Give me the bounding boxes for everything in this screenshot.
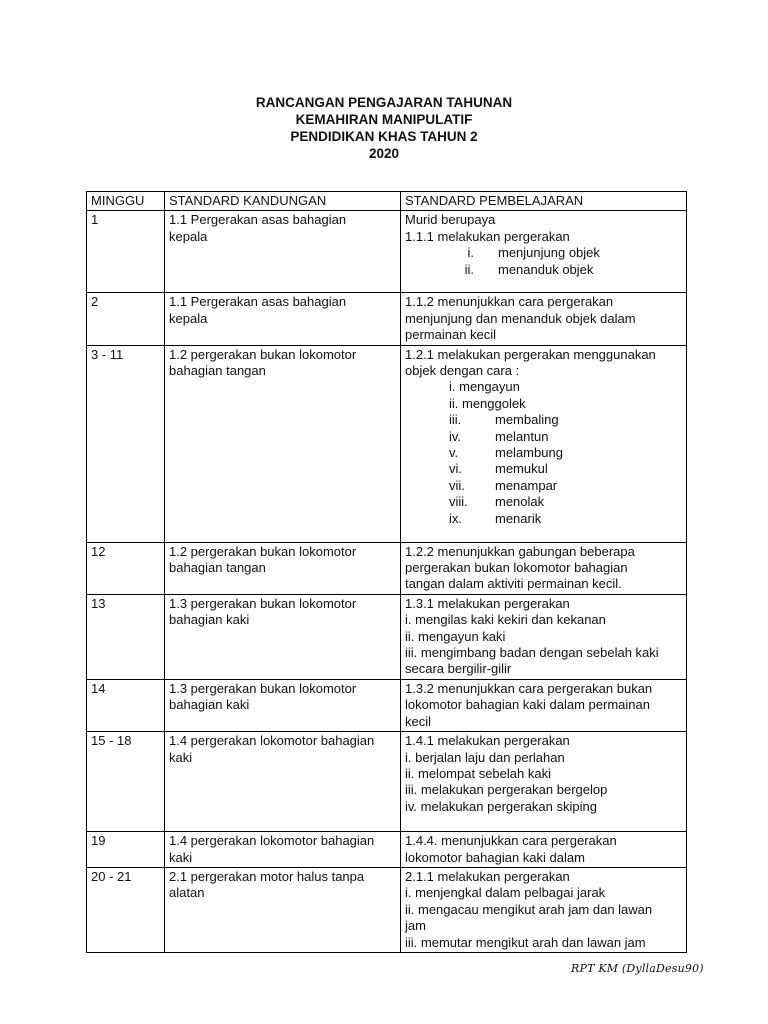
- pembelajaran-line: 1.4.4. menunjukkan cara pergerakan: [405, 833, 617, 849]
- kandungan-line: kaki: [169, 749, 193, 765]
- cell-minggu: 3 - 11: [87, 345, 165, 542]
- cell-standard-kandungan: [165, 867, 401, 952]
- kandungan-line: bahagian tangan: [169, 363, 266, 379]
- kandungan-line: bahagian kaki: [169, 612, 250, 628]
- table-row: [87, 867, 687, 952]
- subitem-text: menjunjung objek: [498, 245, 600, 261]
- header-standard-pembelajaran: STANDARD PEMBELAJARAN: [401, 192, 687, 211]
- subitem-text: menampar: [495, 477, 558, 493]
- kandungan-line: bahagian kaki: [169, 697, 250, 713]
- title-line-1: RANCANGAN PENGAJARAN TAHUNAN: [255, 95, 513, 110]
- cell-minggu: 19: [87, 832, 165, 868]
- table-row: [87, 594, 687, 679]
- kandungan-line: bahagian tangan: [169, 560, 266, 576]
- pembelajaran-line: iv. melakukan pergerakan skiping: [405, 798, 597, 814]
- kandungan-line: alatan: [169, 885, 205, 901]
- pembelajaran-subitem: [405, 494, 682, 510]
- cell-minggu: 13: [87, 594, 165, 679]
- kandungan-line: 1.3 pergerakan bukan lokomotor: [169, 680, 357, 696]
- pembelajaran-line: lokomotor bahagian kaki dalam permainan: [405, 697, 650, 713]
- table-row: [87, 345, 687, 542]
- subitem-text: melambung: [495, 445, 563, 461]
- cell-standard-pembelajaran: [401, 732, 687, 832]
- pembelajaran-subitem: [405, 245, 682, 261]
- cell-standard-kandungan: [165, 732, 401, 832]
- pembelajaran-line: 1.2.1 melakukan pergerakan menggunakan: [405, 346, 656, 362]
- pembelajaran-line: i. menjengkal dalam pelbagai jarak: [405, 885, 606, 901]
- pembelajaran-line: secara bergilir-gilir: [405, 661, 512, 677]
- pembelajaran-line: pergerakan bukan lokomotor bahagian: [405, 560, 628, 576]
- kandungan-line: 1.2 pergerakan bukan lokomotor: [169, 346, 357, 362]
- kandungan-line: 1.4 pergerakan lokomotor bahagian: [169, 833, 375, 849]
- pembelajaran-subitem: [405, 429, 682, 445]
- signature-handwritten: RPT KM (DyllaDesu90): [571, 962, 704, 975]
- cell-standard-pembelajaran: [401, 542, 687, 594]
- header-minggu: MINGGU: [87, 192, 165, 211]
- pembelajaran-line: 1.3.1 melakukan pergerakan: [405, 595, 570, 611]
- subitem-text: menarik: [495, 510, 542, 526]
- cell-standard-pembelajaran: [401, 594, 687, 679]
- subitem-text: memukul: [495, 461, 548, 477]
- pembelajaran-line: menjunjung dan menanduk objek dalam: [405, 310, 636, 326]
- pembelajaran-line: lokomotor bahagian kaki dalam: [405, 849, 585, 865]
- kandungan-line: kaki: [169, 849, 193, 865]
- pembelajaran-line: 1.3.2 menunjukkan cara pergerakan bukan: [405, 680, 653, 696]
- document-title: [0, 94, 768, 162]
- cell-standard-kandungan: [165, 345, 401, 542]
- cell-minggu: 15 - 18: [87, 732, 165, 832]
- subitem-numeral: ii.: [464, 261, 474, 277]
- pembelajaran-line: ii. mengacau mengikut arah jam dan lawan: [405, 901, 653, 917]
- pembelajaran-line: permainan kecil: [405, 327, 497, 343]
- kandungan-line: 1.4 pergerakan lokomotor bahagian: [169, 733, 375, 749]
- pembelajaran-line: 1.4.1 melakukan pergerakan: [405, 733, 570, 749]
- pembelajaran-subitem: [405, 511, 682, 527]
- cell-minggu: 12: [87, 542, 165, 594]
- cell-standard-kandungan: [165, 211, 401, 293]
- subitem-numeral: vii.: [449, 477, 465, 493]
- subitem-numeral: ix.: [449, 510, 462, 526]
- kandungan-line: 1.1 Pergerakan asas bahagian: [169, 294, 347, 310]
- table-row: [87, 542, 687, 594]
- title-line-3: PENDIDIKAN KHAS TAHUN 2: [290, 129, 478, 144]
- table-body: [87, 211, 687, 953]
- kandungan-line: kepala: [169, 228, 208, 244]
- subitem-text: membaling: [495, 412, 559, 428]
- cell-standard-kandungan: [165, 832, 401, 868]
- cell-standard-pembelajaran: [401, 867, 687, 952]
- pembelajaran-line: objek dengan cara :: [405, 363, 520, 379]
- cell-minggu: 1: [87, 211, 165, 293]
- table-row: [87, 679, 687, 731]
- pembelajaran-line: jam: [405, 918, 426, 934]
- pembelajaran-line: iii. melakukan pergerakan bergelop: [405, 782, 608, 798]
- pembelajaran-line: iii. memutar mengikut arah dan lawan jam: [405, 934, 646, 950]
- cell-minggu: 20 - 21: [87, 867, 165, 952]
- cell-standard-pembelajaran: [401, 832, 687, 868]
- subitem-text: menanduk objek: [498, 261, 594, 277]
- subitem-text: menolak: [495, 494, 545, 510]
- table-row: [87, 732, 687, 832]
- subitem-numeral: i.: [467, 245, 474, 261]
- pembelajaran-line: 1.1.2 menunjukkan cara pergerakan: [405, 294, 614, 310]
- cell-standard-pembelajaran: [401, 679, 687, 731]
- pembelajaran-subitem: [405, 412, 682, 428]
- header-standard-kandungan: STANDARD KANDUNGAN: [165, 192, 401, 211]
- title-line-4: 2020: [368, 146, 400, 161]
- pembelajaran-line: 2.1.1 melakukan pergerakan: [405, 868, 570, 884]
- subitem-numeral: iv.: [449, 428, 462, 444]
- kandungan-line: 1.3 pergerakan bukan lokomotor: [169, 595, 357, 611]
- kandungan-line: kepala: [169, 310, 208, 326]
- pembelajaran-subitem: [405, 262, 682, 278]
- pembelajaran-subitem: [405, 445, 682, 461]
- subitem-numeral: vi.: [449, 461, 462, 477]
- cell-minggu: 2: [87, 293, 165, 345]
- cell-standard-kandungan: [165, 679, 401, 731]
- rpt-table: [86, 191, 687, 953]
- subitem-numeral: viii.: [449, 494, 468, 510]
- subitem-text: melantun: [495, 428, 549, 444]
- subitem-numeral: v.: [449, 445, 459, 461]
- pembelajaran-subitem: [405, 478, 682, 494]
- pembelajaran-line: Murid berupaya: [405, 212, 496, 228]
- table-row: [87, 211, 687, 293]
- pembelajaran-line: kecil: [405, 713, 432, 729]
- cell-standard-kandungan: [165, 542, 401, 594]
- table-row: [87, 293, 687, 345]
- cell-minggu: 14: [87, 679, 165, 731]
- cell-standard-kandungan: [165, 594, 401, 679]
- table-row: [87, 832, 687, 868]
- pembelajaran-line: 1.2.2 menunjukkan gabungan beberapa: [405, 543, 635, 559]
- subitem-numeral: iii.: [449, 412, 462, 428]
- pembelajaran-line: iii. mengimbang badan dengan sebelah kaki: [405, 645, 659, 661]
- cell-standard-kandungan: [165, 293, 401, 345]
- pembelajaran-subitem: [405, 461, 682, 477]
- pembelajaran-line: 1.1.1 melakukan pergerakan: [405, 228, 570, 244]
- kandungan-line: 1.2 pergerakan bukan lokomotor: [169, 543, 357, 559]
- pembelajaran-line: ii. mengayun kaki: [405, 628, 506, 644]
- title-line-2: KEMAHIRAN MANIPULATIF: [295, 112, 473, 127]
- pembelajaran-line: i. mengilas kaki kekiri dan kekanan: [405, 612, 606, 628]
- kandungan-line: 1.1 Pergerakan asas bahagian: [169, 212, 347, 228]
- cell-standard-pembelajaran: [401, 211, 687, 293]
- table-header-row: [87, 192, 687, 211]
- pembelajaran-subitem: i. mengayun: [449, 379, 520, 395]
- pembelajaran-line: i. berjalan laju dan perlahan: [405, 749, 565, 765]
- cell-standard-pembelajaran: [401, 345, 687, 542]
- pembelajaran-subitem: ii. menggolek: [449, 395, 526, 411]
- pembelajaran-line: ii. melompat sebelah kaki: [405, 765, 551, 781]
- cell-standard-pembelajaran: [401, 293, 687, 345]
- pembelajaran-line: tangan dalam aktiviti permainan kecil.: [405, 576, 622, 592]
- kandungan-line: 2.1 pergerakan motor halus tanpa: [169, 868, 365, 884]
